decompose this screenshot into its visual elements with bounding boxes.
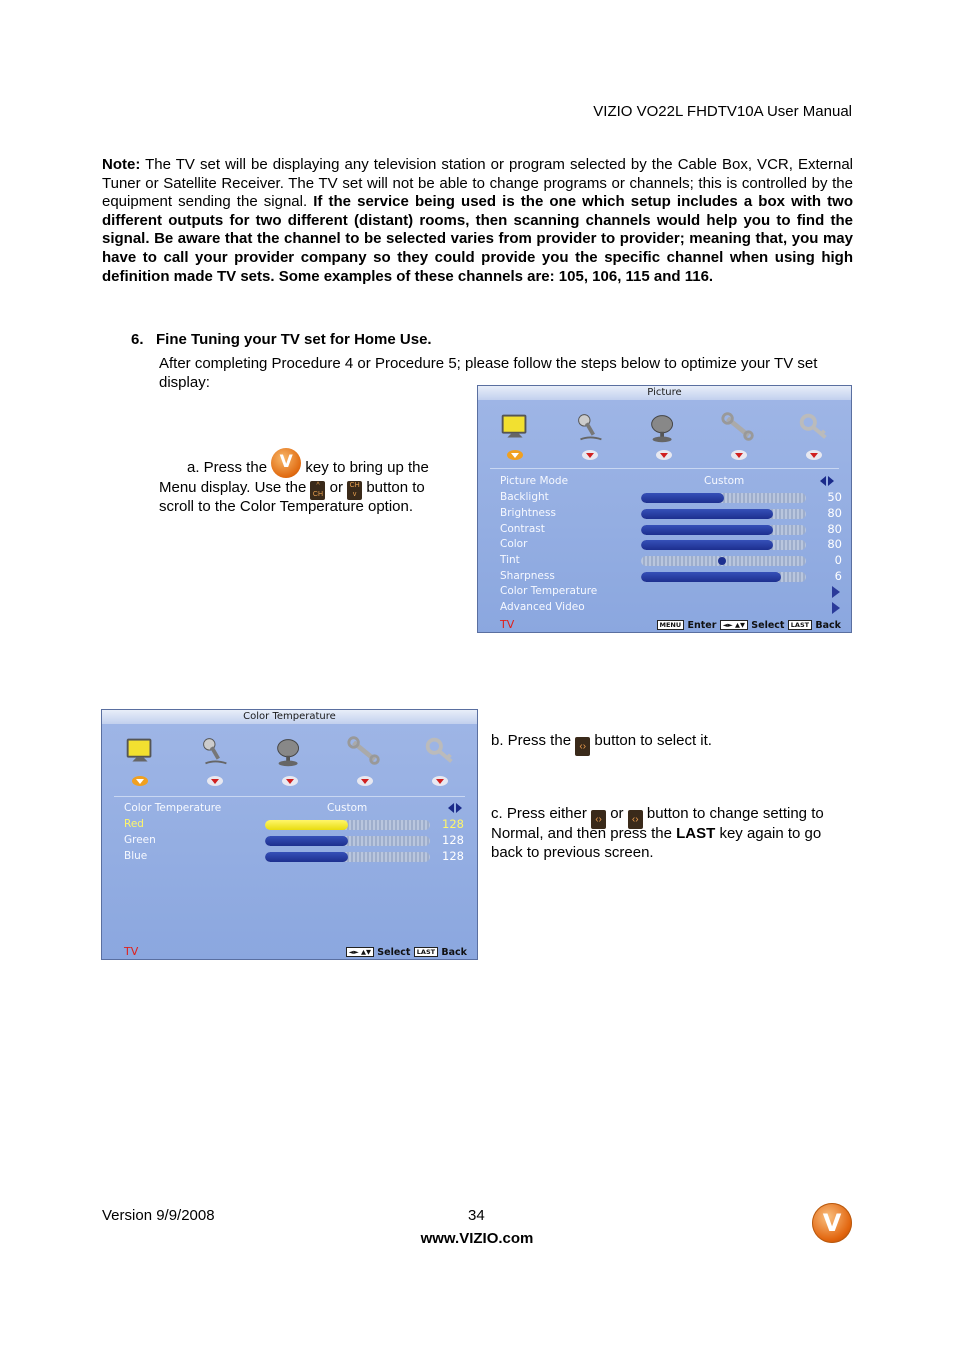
green-slider[interactable] xyxy=(265,836,430,846)
color-slider[interactable] xyxy=(641,540,806,550)
color-temperature-row-label[interactable]: Color Temperature xyxy=(124,802,222,814)
audio-icon xyxy=(195,732,235,770)
brightness-value: 80 xyxy=(827,506,842,520)
menu-item-backlight[interactable]: Backlight xyxy=(500,491,549,503)
osd-arrows-row xyxy=(102,775,477,787)
tab-arrow-icon xyxy=(581,449,599,461)
osd-icons-row xyxy=(102,732,477,770)
menu-item-color-temperature[interactable]: Color Temperature xyxy=(500,585,598,597)
tv-antenna-icon xyxy=(644,408,684,446)
instruction-a-text: or xyxy=(329,479,343,496)
menu-item-red[interactable]: Red xyxy=(124,818,144,830)
volume-right-button-icon: ‹› xyxy=(628,810,643,829)
tab-arrow-icon xyxy=(206,775,224,787)
page-header-title: VIZIO VO22L FHDTV10A User Manual xyxy=(593,103,852,120)
source-label: TV xyxy=(500,618,515,631)
tab-arrow-icon xyxy=(655,449,673,461)
arrow-keys-icon: ◄► ▲▼ xyxy=(346,947,374,957)
left-right-arrows-icon xyxy=(820,476,834,486)
osd-separator xyxy=(114,796,465,797)
menu-item-color[interactable]: Color xyxy=(500,538,528,550)
left-right-arrows-icon xyxy=(448,803,462,813)
tint-slider-thumb[interactable] xyxy=(718,557,726,565)
red-slider[interactable] xyxy=(265,820,430,830)
osd-footer xyxy=(102,944,477,959)
instruction-a-line3: scroll to the Color Temperature option. xyxy=(159,498,414,515)
instruction-b xyxy=(491,731,712,756)
menu-item-advanced-video[interactable]: Advanced Video xyxy=(500,601,585,613)
menu-item-contrast[interactable]: Contrast xyxy=(500,523,545,535)
instruction-c-text: or xyxy=(610,805,624,822)
footer-page-number: 34 xyxy=(468,1207,485,1224)
selected-tab-arrow-icon xyxy=(506,449,524,461)
audio-icon xyxy=(570,408,610,446)
channel-up-button-icon: ^ CH xyxy=(310,481,325,500)
selected-tab-arrow-icon xyxy=(131,775,149,787)
last-key-label: LAST xyxy=(676,825,716,842)
blue-slider[interactable] xyxy=(265,852,430,862)
menu-item-picture-mode[interactable]: Picture Mode xyxy=(500,475,569,487)
instruction-c-text: button to change setting to xyxy=(646,805,824,822)
backlight-slider[interactable] xyxy=(641,493,806,503)
arrow-keys-icon: ◄► ▲▼ xyxy=(720,620,748,630)
instruction-a-line1 xyxy=(187,448,429,478)
instruction-a-text: key to bring up the xyxy=(305,459,429,476)
tab-arrow-icon xyxy=(281,775,299,787)
last-key-icon: LAST xyxy=(788,620,812,630)
instruction-b-text: button to select it. xyxy=(594,732,712,749)
menu-item-sharpness[interactable]: Sharpness xyxy=(500,570,555,582)
note-text: The TV set will be displaying any television station or program selected by the Cable Box, VCR, External Tuner or Satellite Receiver. The TV set will not be able to change programs or channels; this is controlled by the equipment sending the signal. xyxy=(102,156,853,211)
instruction-a-text: Menu display. Use the xyxy=(159,479,307,496)
instruction-a-text: a. Press the xyxy=(187,459,268,476)
picture-icon xyxy=(120,732,160,770)
submenu-arrow-icon xyxy=(832,586,840,598)
parental-key-icon xyxy=(794,408,834,446)
select-hint: Select xyxy=(377,947,411,958)
osd-title: Color Temperature xyxy=(102,710,477,724)
footer-version: Version 9/9/2008 xyxy=(102,1207,215,1224)
vizio-logo-icon xyxy=(812,1203,852,1243)
tab-arrow-icon xyxy=(431,775,449,787)
instruction-c-line3: back to previous screen. xyxy=(491,844,654,861)
back-hint: Back xyxy=(815,620,841,631)
osd-footer xyxy=(478,617,851,632)
osd-key-hints xyxy=(657,620,841,631)
tab-arrow-icon xyxy=(356,775,374,787)
parental-key-icon xyxy=(420,732,460,770)
osd-arrows-row xyxy=(478,449,851,461)
instruction-b-text: b. Press the xyxy=(491,732,572,749)
contrast-value: 80 xyxy=(827,522,842,536)
picture-mode-value: Custom xyxy=(704,475,745,487)
picture-icon xyxy=(495,408,535,446)
tab-arrow-icon xyxy=(730,449,748,461)
contrast-slider[interactable] xyxy=(641,525,806,535)
note-label: Note: xyxy=(102,156,141,173)
enter-hint: Enter xyxy=(687,620,717,631)
green-value: 128 xyxy=(442,833,464,847)
note-paragraph xyxy=(102,156,853,286)
picture-menu-screenshot xyxy=(477,385,852,633)
step-6-body: After completing Procedure 4 or Procedure 5; please follow the steps below to optimize your TV set display: xyxy=(159,355,818,391)
footer-url[interactable]: www.VIZIO.com xyxy=(420,1230,534,1247)
volume-left-button-icon: ‹› xyxy=(591,810,606,829)
tab-arrow-icon xyxy=(805,449,823,461)
osd-title: Picture xyxy=(478,386,851,400)
instruction-a-text: button to xyxy=(366,479,425,496)
back-hint: Back xyxy=(441,947,467,958)
tint-slider[interactable] xyxy=(641,556,806,566)
sharpness-value: 6 xyxy=(834,569,842,583)
sharpness-slider[interactable] xyxy=(641,572,806,582)
color-temperature-row-value: Custom xyxy=(327,802,368,814)
menu-key-icon: MENU xyxy=(657,620,685,630)
instruction-c-text: Normal, and then press the xyxy=(491,825,672,842)
tv-antenna-icon xyxy=(270,732,310,770)
osd-key-hints xyxy=(346,947,467,958)
backlight-value: 50 xyxy=(827,490,842,504)
menu-item-brightness[interactable]: Brightness xyxy=(500,507,556,519)
instruction-c-text: key again to go xyxy=(719,825,822,842)
submenu-arrow-icon xyxy=(832,602,840,614)
note-bold-text: If the service being used is the one which setup includes a box with two different outputs for two different (distant) rooms, then scanning channels would help you to find the signal. Be aware that the channel to be selected varies from provider to provider; meaning that, you may have to call your provider company so they could provide you the specific channel when using high definition made TV sets. Some examples of these channels are: 105, 106, 115 and 116. xyxy=(102,193,854,285)
volume-right-button-icon: ‹› xyxy=(575,737,590,756)
blue-value: 128 xyxy=(442,849,464,863)
setup-wrench-icon xyxy=(345,732,385,770)
instruction-c-line2 xyxy=(491,824,821,843)
channel-down-button-icon: CH v xyxy=(347,481,362,500)
instruction-c-text: c. Press either xyxy=(491,805,587,822)
menu-item-green[interactable]: Green xyxy=(124,834,156,846)
red-value: 128 xyxy=(442,817,464,831)
osd-icons-row xyxy=(478,408,851,446)
color-temperature-menu-screenshot xyxy=(101,709,478,960)
osd-separator xyxy=(490,468,839,469)
last-key-icon: LAST xyxy=(414,947,438,957)
vizio-menu-key-icon xyxy=(271,448,301,478)
step-6-title: 6. Fine Tuning your TV set for Home Use. xyxy=(131,331,432,348)
brightness-slider[interactable] xyxy=(641,509,806,519)
menu-item-tint[interactable]: Tint xyxy=(500,554,520,566)
source-label: TV xyxy=(124,945,139,958)
select-hint: Select xyxy=(751,620,785,631)
tint-value: 0 xyxy=(834,553,842,567)
setup-wrench-icon xyxy=(719,408,759,446)
menu-item-blue[interactable]: Blue xyxy=(124,850,148,862)
color-value: 80 xyxy=(827,537,842,551)
